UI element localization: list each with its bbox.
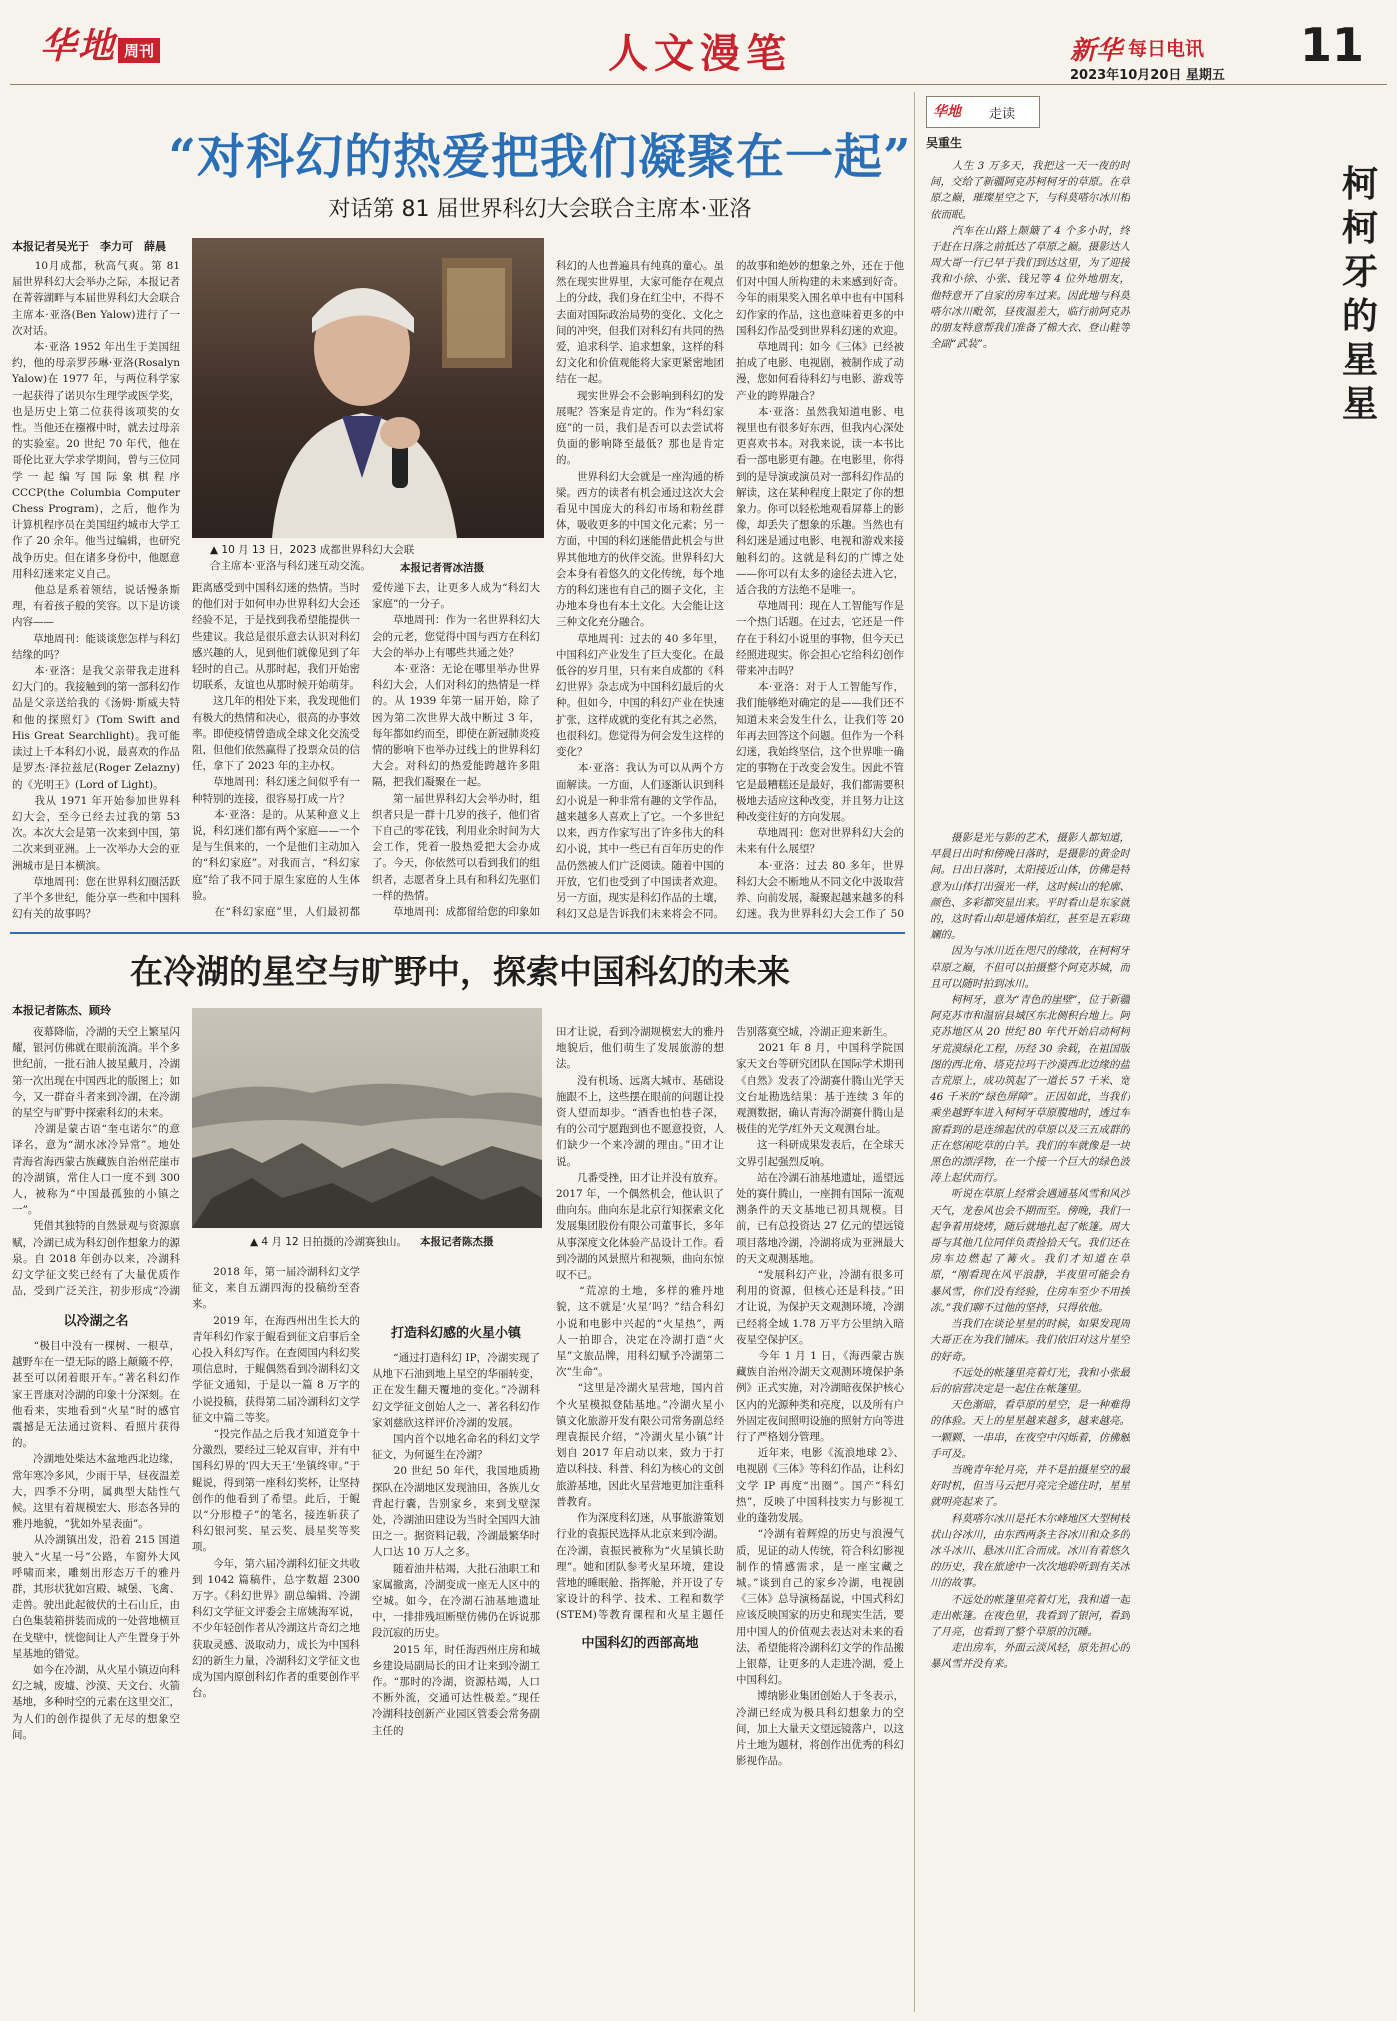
- sidebar-column-1: 人生 3 万多天，我把这一天一夜的时间，交给了新疆阿克苏柯柯牙的草原。在草原之巅，璀璨星空之下，与科莫嗒尔冰川相依而眠。 汽车在山路上颠簸了 4 个多小时，终于赶在日落之前抵达了草原之巅。摄影达人周大哥一行已早于我们到达这里，为了迎接我和小徐、小张、钱兄等 4 位外地朋友，他特意开了自家的房车过来。因此地与科莫嗒尔冰川毗邻，昼夜温差大，临行前阿克苏的朋友特意帮我们准备了棉大衣、登山鞋等全副“武装”。: [930, 160, 1130, 351]
- article2-column-6: 告别落寞空城，冷湖正迎来新生。 2021 年 8 月，中国科学院国家天文台等研究团队在国际学术期刊《自然》发表了冷湖赛什腾山光学天文台址勘选结果：基于连续 3 年的观测数据，确认青海冷湖赛什腾山是极佳的光学/红外天文观测台址。 这一科研成果发表后，在全球天文界引起强烈反响。 站在冷湖石油基地遗址，遥望远处的赛什腾山，一座拥有国际一流观测条件的天文基地已初具规模。目前，已有总投资达 27 亿元的望远镜项目落地冷湖，冷湖将成为亚洲最大的天文观测基地。 “发展科幻产业，冷湖有很多可利用的资源，但核心还是科技。”田才让说，为保护天文观测环境，冷湖已经将全域 1.78 万平方公里纳入暗夜星空保护区。 今年 1 月 1 日，《海西蒙古族藏族自治州冷湖天文观测环境保护条例》正式实施，对冷湖暗夜保护核心区内的光源种类和亮度，以及所有户外固定夜间照明设施的照射方向等进行了严格划分管理。 近年来，电影《流浪地球 2》、电视剧《三体》等科幻作品，让科幻文学 IP 再度“出圈”。国产“科幻热”，反映了中国科技实力与影视工业的蓬勃发展。 “冷湖有着辉煌的历史与浪漫气质，见证的动人传统，符合科幻影视制作的情感需求，是一座宝藏之城。”谈到自己的家乡冷湖，电视剧《三体》总导演杨磊说，中国式科幻应该反映国家的历史和现实生活，要用中国人的价值观去表达对未来的看法，希望能将冷湖科幻文学的作品搬上银幕，让更多的人走进冷湖，爱上中国科幻。 博纳影业集团创始人于冬表示，冷湖已经成为极具科幻想象力的空间，加上大量天文望远镜落户，以这片土地为题材，将创作出优秀的科幻影视作品。: [736, 1026, 904, 1768]
- brand-left-tag: 周刊: [118, 38, 160, 63]
- article1-photo-caption: ▲ 10 月 13 日，2023 成都世界科幻大会联合主席本·亚洛与科幻迷互动交流。: [210, 544, 415, 572]
- brand-right-tag: 每日电讯: [1128, 38, 1205, 60]
- sidebar-badge: [926, 96, 1040, 128]
- article2-column-3: 2018 年，第一届冷湖科幻文学征文，来自五湖四海的投稿纷至沓来。 2019 年，在海西州出生长大的青年科幻作家于鲲看到征文启事后全心投入科幻写作。在查阅国内科幻奖项信息时，于鲲偶然看到冷湖科幻文学征文通知，于是以一篇 8 万字的小说投稿，获得第二届冷湖科幻文学征文中篇二等奖。 “投完作品之后我才知道竞争十分激烈，要经过三轮双盲审，并有中国科幻界的‘四大天王’坐镇终审。”于鲲说，得到第一座科幻奖杯，让坚持创作的他看到了希望。此后，于鲲以“分形橙子”的笔名，接连斩获了科幻银河奖、星云奖、晨星奖等奖项。 今年，第六届冷湖科幻征文共收到 1042 篇稿件，总字数超 2300 万字。《科幻世界》副总编辑、冷湖科幻文学征文评委会主席姚海军说，不少年轻创作者从冷湖这片奇幻之地获取灵感、汲取动力，成长为中国科幻的新生力量，冷湖科幻文学征文也成为国内原创科幻作者的重要创作平台。: [192, 1266, 360, 1700]
- subhead-western-highland: 中国科幻的西部高地: [581, 1636, 699, 1651]
- masthead: [0, 0, 1397, 88]
- brand-left-logo: 华地: [40, 25, 117, 67]
- article2-column-4: “通过打造科幻 IP，冷湖实现了从地下石油到地上星空的华丽转变，正在发生翻天覆地的变化。”冷湖科幻文学征文创始人之一、著名科幻作家刘慈欣这样评价冷湖的发展。 国内首个以地名命名的科幻文学征文，为何诞生在冷湖？ 20 世纪 50 年代，我国地质勘探队在冷湖地区发现油田，各族儿女背起行囊，告别家乡，来到戈壁深处，冷湖油田建设为当时全国四大油田之一。据资料记载，冷湖最繁华时人口达 10 万人之多。 随着油井枯竭，大批石油职工和家属撤离，冷湖变成一座无人区中的空城。如今，在冷湖石油基地遗址中，一排排残垣断壁仿佛仍在诉说那段沉寂的历史。 2015 年，时任海西州庄房和城乡建设局副局长的田才让来到冷湖工作。“那时的冷湖，资源枯竭，人口不断外流，交通可达性极差。”现任冷湖科技创新产业园区管委会常务副主任的: [372, 1352, 540, 1737]
- article1-byline: 本报记者吴光于 李力可 薛晨: [12, 240, 166, 253]
- issue-date: 2023年10月20日 星期五: [1070, 68, 1225, 83]
- header-rule: [10, 84, 1387, 85]
- sidebar-badge-logo: 华地: [933, 104, 961, 120]
- subhead-lenghu-name: 以冷湖之名: [63, 1314, 129, 1329]
- page-number: 11: [1300, 18, 1365, 72]
- article2-column-5: 田才让说，看到冷湖规模宏大的雅丹地貌后，他们萌生了发展旅游的想法。 没有机场、远离大城市、基础设施跟不上，这些摆在眼前的问题让投资人望而却步。“酒香也怕巷子深，有的公司宁愿跑到也不愿意投资，人们缺少一个来冷湖的理由。”田才让说。 几番受挫，田才让并没有放弃。2017 年，一个偶然机会，他认识了曲向东。曲向东是北京行知探索文化发展集团股份有限公司董事长，多年从事深度文化体验产品设计工作。看到冷湖的风景照片和视频，曲向东惊叹不已。 “荒凉的土地，多样的雅丹地貌，这不就是‘火星’吗？”结合科幻小说和电影中兴起的“火星热”，两人一拍即合，决定在冷湖打造“火星”文旅品牌，用科幻赋予冷湖第二次“生命”。 “这里是冷湖火星营地，国内首个火星模拟登陆基地。”冷湖火星小镇文化旅游开发有限公司常务副总经理袁振民介绍，“冷湖火星小镇”计划自 2017 年启动以来，致力于打造以科技、科普、科幻为核心的文创旅游基地，因此火星营地更加注重科普教育。 作为深度科幻迷，从事旅游策划行业的袁振民选择从北京来到冷湖。在冷湖，袁振民被称为“火星镇长助理”。她和团队参考火星环境，建设营地的睡眠舱、指挥舱，并开设了专家设计的科学、技术、工程和数学(STEM)等教育课程和火星主题任: [556, 1026, 724, 1622]
- section-title: 人文漫笔: [608, 30, 792, 77]
- article1-column-1: 10月成都，秋高气爽。第 81 届世界科幻大会举办之际，本报记者在菁蓉湖畔与本届世界科幻大会联合主席本·亚洛(Ben Yalow)进行了一次对话。 本·亚洛 1952 年出生于美国纽约，他的母亲罗莎琳·亚洛(Rosalyn Yalow)在 1977 年，与两位科学家一起获得了诺贝尔生理学或医学奖，也是历史上第二位获得该项奖的女性。当他还在襁褓中时，就去过母亲的实验室。20 世纪 70 年代，他在哥伦比亚大学求学期间，曾与三位同学一起编写国际象棋程序 CCCP(the Columbia Computer Chess Program)，之后，他作为计算机程序员在美国纽约城市大学工作了 20 余年。他当过编辑，也研究战争历史。但在诸多身份中，他愿意用科幻迷来定义自己。 他总是系着领结，说话慢条斯理，有着孩子般的笑容。以下是访谈内容—— 草地周刊：能谈谈您怎样与科幻结缘的吗？ 本·亚洛：是我父亲带我走进科幻大门的。我接触到的第一部科幻作品是父亲送给我的《汤姆·斯威夫特和他的探照灯》(Tom Swift and His Great Searchlight)。我可能读过上千本科幻小说，最喜欢的作品是罗杰·泽拉兹尼(Roger Zelazny)的《光明王》(Lord of Light)。 我从 1971 年开始参加世界科幻大会，至今已经去过我的第 53 次。本次大会是第一次来到中国，第二次来到亚洲。上一次举办大会的亚洲城市是日本横滨。 草地周刊：您在世界科幻圈活跃了半个多世纪，能分享一些和中国科幻有关的故事吗？: [12, 260, 180, 920]
- sidebar-column-2: 摄影是光与影的艺术，摄影人都知道，早晨日出时和傍晚日落时，是摄影的黄金时间。日出日落时，太阳接近山体，仿佛是特意为山体打出强光一样，这时候山的轮廓、颜色、多彩都突显出来。平时看山是东家就的，这时看山却是通体焰红，甚至是五彩斑斓的。 因为与冰川近在咫尺的缘故，在柯柯牙草原之巅，不但可以拍摄整个阿克苏城，而且可以随时拍到冰川。 柯柯牙，意为“青色的崖壁”，位于新疆阿克苏市和温宿县城区东北侧积台地上。阿克苏地区从 20 世纪 80 年代开始启动柯柯牙荒漠绿化工程，历经 30 余载，在祖国版图的西北角、塔克拉玛干沙漠西北边缘的盐吉荒原上，成功筑起了一道长 57 千米、宽 46 千米的“绿色屏障”。正因如此，当我们乘坐越野车进入柯柯牙草原腹地时，透过车窗看到的是连绵起伏的草原以及三五成群的正在悠闲吃草的白羊。我们的车就像是一块黑色的漂浮物，在一个接一个巨大的绿色波涛上起伏而行。 听说在草原上经常会遇通基风雪和风沙天气，龙卷风也会不期而至。傍晚，我们一起争着用烧烤，随后就地扎起了帐篷。周大哥与其他几位同伴负责捡拾天气。我们还在房车边燃起了篝火。我们才知道在草原，“刚看现在风平浪静，半夜里可能会有暴风雪，你们没有经验，住房车至少不用挨冻。”我们聊不过他的坚持，只得依他。 当我们在谈论星星的时候，如果发现周大哥正在为我们铺床。我们依旧对这片星空的好奇。 不远处的帐篷里亮着灯光，我和小张最后的宿营决定是一起住在帐篷里。 天色渐暗，看草原的星空，是一种难得的体验。天上的星星越来越多，越来越亮。一颗颗、一串串，在夜空中闪烁着，仿佛触手可及。 当晚青年轮月亮，并不是拍摄星空的最好时机，但当马云把月亮完全遮住时，星星就明亮起来了。 科莫嗒尔冰川是托木尔峰地区大型树枝状山谷冰川，由东西两条主谷冰川和众多的冰斗冰川、悬冰川汇合而成。冰川有着悠久的历史，我在旅途中一次次地聆听到有关冰川的故事。 不远处的帐篷里亮着灯光，我和道一起走出帐篷。在夜色里，我看到了银河，看到了月亮，也看到了整个草原的沉睡。 走出房车，外面云淡风轻，原先担心的暴风雪并没有来。: [930, 832, 1130, 1671]
- article2-photo-caption: ▲ 4 月 12 日拍摄的冷湖赛独山。: [250, 1236, 407, 1248]
- article1-column-2: 距离感受到中国科幻迷的热情。当时的他们对于如何申办世界科幻大会还经验不足，于是找到我希望能提供一些建议。我总是很乐意去认识对科幻感兴趣的人，见到他们就像见到了年轻时的自己。从那时起，我们开始密切联系，友谊也从那时候开始萌芽。 这几年的相处下来，我发现他们有极大的热情和决心，很高的办事效率。即使疫情曾造成全球文化交流受阻，但他们依然赢得了投票众员的信任，拿下了 2023 年的主办权。 草地周刊：科幻迷之间似乎有一种特别的连接，很容易打成一片？ 本·亚洛：是的。从某种意义上说，科幻迷们都有两个家庭——一个是与生俱来的，一个是他们主动加入的“科幻家庭”。对我而言，“科幻家庭”给了我不同于原生家庭的人生体验。 在“科幻家庭”里，人们最初都: [192, 582, 360, 919]
- article1-title: “对科幻的热爱把我们凝聚在一起”: [168, 129, 912, 185]
- landscape-illustration: [192, 1008, 542, 1228]
- article1-column-4: 科幻的人也普遍具有纯真的童心。虽然在现实世界里，大家可能存在观点上的分歧，我们身在红尘中，不得不去面对国际政治局势的变化、文化之间的冲突，但我们对科幻有共同的热爱，追求科学、追求想象，这样的科幻文化和价值观能将大家更紧密地团结在一起。 现实世界会不会影响到科幻的发展呢？答案是肯定的。作为“科幻家庭”的一员，我们是否可以去尝试将负面的影响降至最低？那也是肯定的。 世界科幻大会就是一座沟通的桥梁。西方的读者有机会通过这次大会看见中国庞大的科幻市场和粉丝群体，吸收更多的中国文化元素；另一方面，中国的科幻迷能借此机会与世界其他地方的伙伴交流。世界科幻大会本身有着悠久的文化传统，每个地方的科幻迷也有自己的圈子文化，主办地本身也有本土文化。大会能让这三种文化充分融合。 草地周刊：过去的 40 多年里，中国科幻产业发生了巨大变化。在最低谷的岁月里，只有来自成都的《科幻世界》杂志成为中国科幻最后的火种。但如今，中国的科幻产业在快速扩张，这样成就的变化有其之必然，也很科幻。您觉得为何会发生这样的变化？ 本·亚洛：我认为可以从两个方面解读。一方面，人们逐渐认识到科幻小说是一种非常有趣的文学作品，越来越多人喜欢上了它。一个多世纪以来，西方作家写出了许多伟大的科幻小说，其中一些已有百年历史的作品仍然被人们广泛阅读。随着中国的开放，它们也受到了中国读者欢迎。另一方面，现实是科幻作品的土壤，科幻又总是告诉我们未来将会不同。: [556, 260, 724, 920]
- article2-byline: 本报记者陈杰、顾玲: [12, 1004, 111, 1017]
- article2-title: 在冷湖的星空与旷野中，探索中国科幻的未来: [130, 952, 790, 991]
- article2-column-2: “极目中没有一棵树、一根草，越野车在一望无际的路上颠簸不停，甚至可以闭着眼开车。”著名科幻作家王晋康对冷湖的印象十分深刻。在他看来，实地看到“火星”时的感官震撼是无法通过资料、看照片获得的。 冷湖地处柴达木盆地西北边缘，常年寒冷多风，少雨干旱，昼夜温差大，四季不分明，属典型大陆性气候。这里有着规模宏大、形态各异的雅丹地貌，“犹如外星表面”。 从冷湖镇出发，沿着 215 国道驶入“火星一号”公路，车窗外大风呼啸而来，雕刻出形态万千的雅丹群，其形状犹如宫殿、城堡、飞禽、走兽。驶出此起彼伏的土石山丘，由白色集装箱拼装而成的一处营地横亘在戈壁中，恍惚间让人产生置身于外星基地的错觉。 如今在冷湖，从火星小镇迈向科幻之城，废墟、沙漠、天文台、火箭基地，多种时空的元素在这里交汇，为人们的创作提供了无尽的想象空间。: [12, 1340, 180, 1741]
- portrait-illustration: [192, 238, 544, 538]
- article1-column-5: 的故事和绝妙的想象之外，还在于他们对中国人所构建的未来感到好奇。今年的雨果奖入围名单中也有中国科幻作家的作品，这也意味着更多的中国科幻作品受到世界科幻迷的欢迎。 草地周刊：如今《三体》已经被拍成了电影、电视剧，被制作成了动漫，您如何看待科幻与电影、游戏等产业的跨界融合？ 本·亚洛：虽然我知道电影、电视里也有很多好东西，但我内心深处更喜欢书本。对我来说，读一本书比看一部电影更有趣。在电影里，你得到的是导演或演员对一部科幻作品的解读，这在某种程度上限定了你的想象力。你可以轻松地观看屏幕上的影像，却丢失了想象的乐趣。当然也有科幻迷是通过电影、电视和游戏来接触科幻的。这就是科幻的广博之处——你可以有太多的途径去进入它，适合我的方法绝不是唯一。 草地周刊：现在人工智能写作是一个热门话题。在过去，它还是一件存在于科幻小说里的事物，但今天已经照进现实。你会担心它给科幻创作带来冲击吗？ 本·亚洛：对于人工智能写作，我们能够绝对确定的是——我们还不知道未来会发生什么，让我们等 20 年再去回答这个问题。但作为一个科幻迷，我始终坚信，这个世界唯一确定的事物在于改变会发生。因此不管它是最糟糕还是最好，我们都需要积极地去适应这种改变，并且努力让这种改变往好的方向发展。 草地周刊：您对世界科幻大会的未来有什么展望？ 本·亚洛：过去 80 多年，世界科幻大会不断地从不同文化中汲取营养、向前发展，凝聚起越来越多的科幻迷。我为世界科幻大会工作了 50: [736, 260, 904, 920]
- sidebar-author: 吴重生: [926, 136, 963, 150]
- article1-subtitle: 对话第 81 届世界科幻大会联合主席本·亚洛: [328, 197, 752, 222]
- article2-column-1: 夜幕降临，冷湖的天空上繁星闪耀，银河仿佛就在眼前流淌。半个多世纪前，一批石油人披星戴月，冷湖第一次出现在中国西北的版图上；如今，又一群奋斗者来到冷湖，在冷湖的星空与旷野中探索科幻的未来。 冷湖是蒙古语“奎屯诺尔”的意译名，意为“湖水冰冷异常”。地处青海省海西蒙古族藏族自治州茫崖市的冷湖镇，常住人口一度不到 300 人，被称为“中国最孤独的小镇之一”。 凭借其独特的自然景观与资源禀赋，冷湖已成为科幻创作想象力的源泉。自 2018 年创办以来，冷湖科幻文学征文奖已经有了大量优质作品，受到广泛关注，初步形成“冷湖: [12, 1026, 180, 1298]
- sidebar-divider: [914, 92, 915, 2012]
- article1-photo: [192, 238, 544, 538]
- subhead-mars-town: 打造科幻感的火星小镇: [390, 1326, 521, 1341]
- article1-photo-credit: 本报记者胥冰洁摄: [400, 562, 484, 574]
- article2-photo-credit: 本报记者陈杰摄: [420, 1236, 494, 1248]
- sidebar-badge-label: 走读: [989, 107, 1016, 122]
- brand-right-logo: 新华: [1070, 36, 1123, 66]
- article1-column-3: 爱传递下去，让更多人成为“科幻大家庭”的一分子。 草地周刊：作为一名世界科幻大会的元老，您觉得中国与西方在科幻大会的举办上有哪些共通之处？ 本·亚洛：无论在哪里举办世界科幻大会，人们对科幻的热情是一样的。从 1939 年第一届开始，除了因为第二次世界大战中断过 3 年，每年都如约而至，即使在新冠肺炎疫情的影响下也举办过线上的世界科幻大会。对科幻的热爱能跨越许多阻隔，把我们凝聚在一起。 第一届世界科幻大会举办时，组织者只是一群十几岁的孩子，他们省下自己的零花钱，利用业余时间为大会工作，凭着一股热爱把大会办成了。今天，你依然可以看到我们的组织者，志愿者身上具有和科幻先驱们一样的热情。 草地周刊：成都留给您的印象如: [372, 582, 540, 919]
- article1-bottom-rule: [10, 932, 905, 934]
- sidebar-title: 柯柯牙的星星: [1342, 163, 1379, 425]
- article2-photo: [192, 1008, 542, 1228]
